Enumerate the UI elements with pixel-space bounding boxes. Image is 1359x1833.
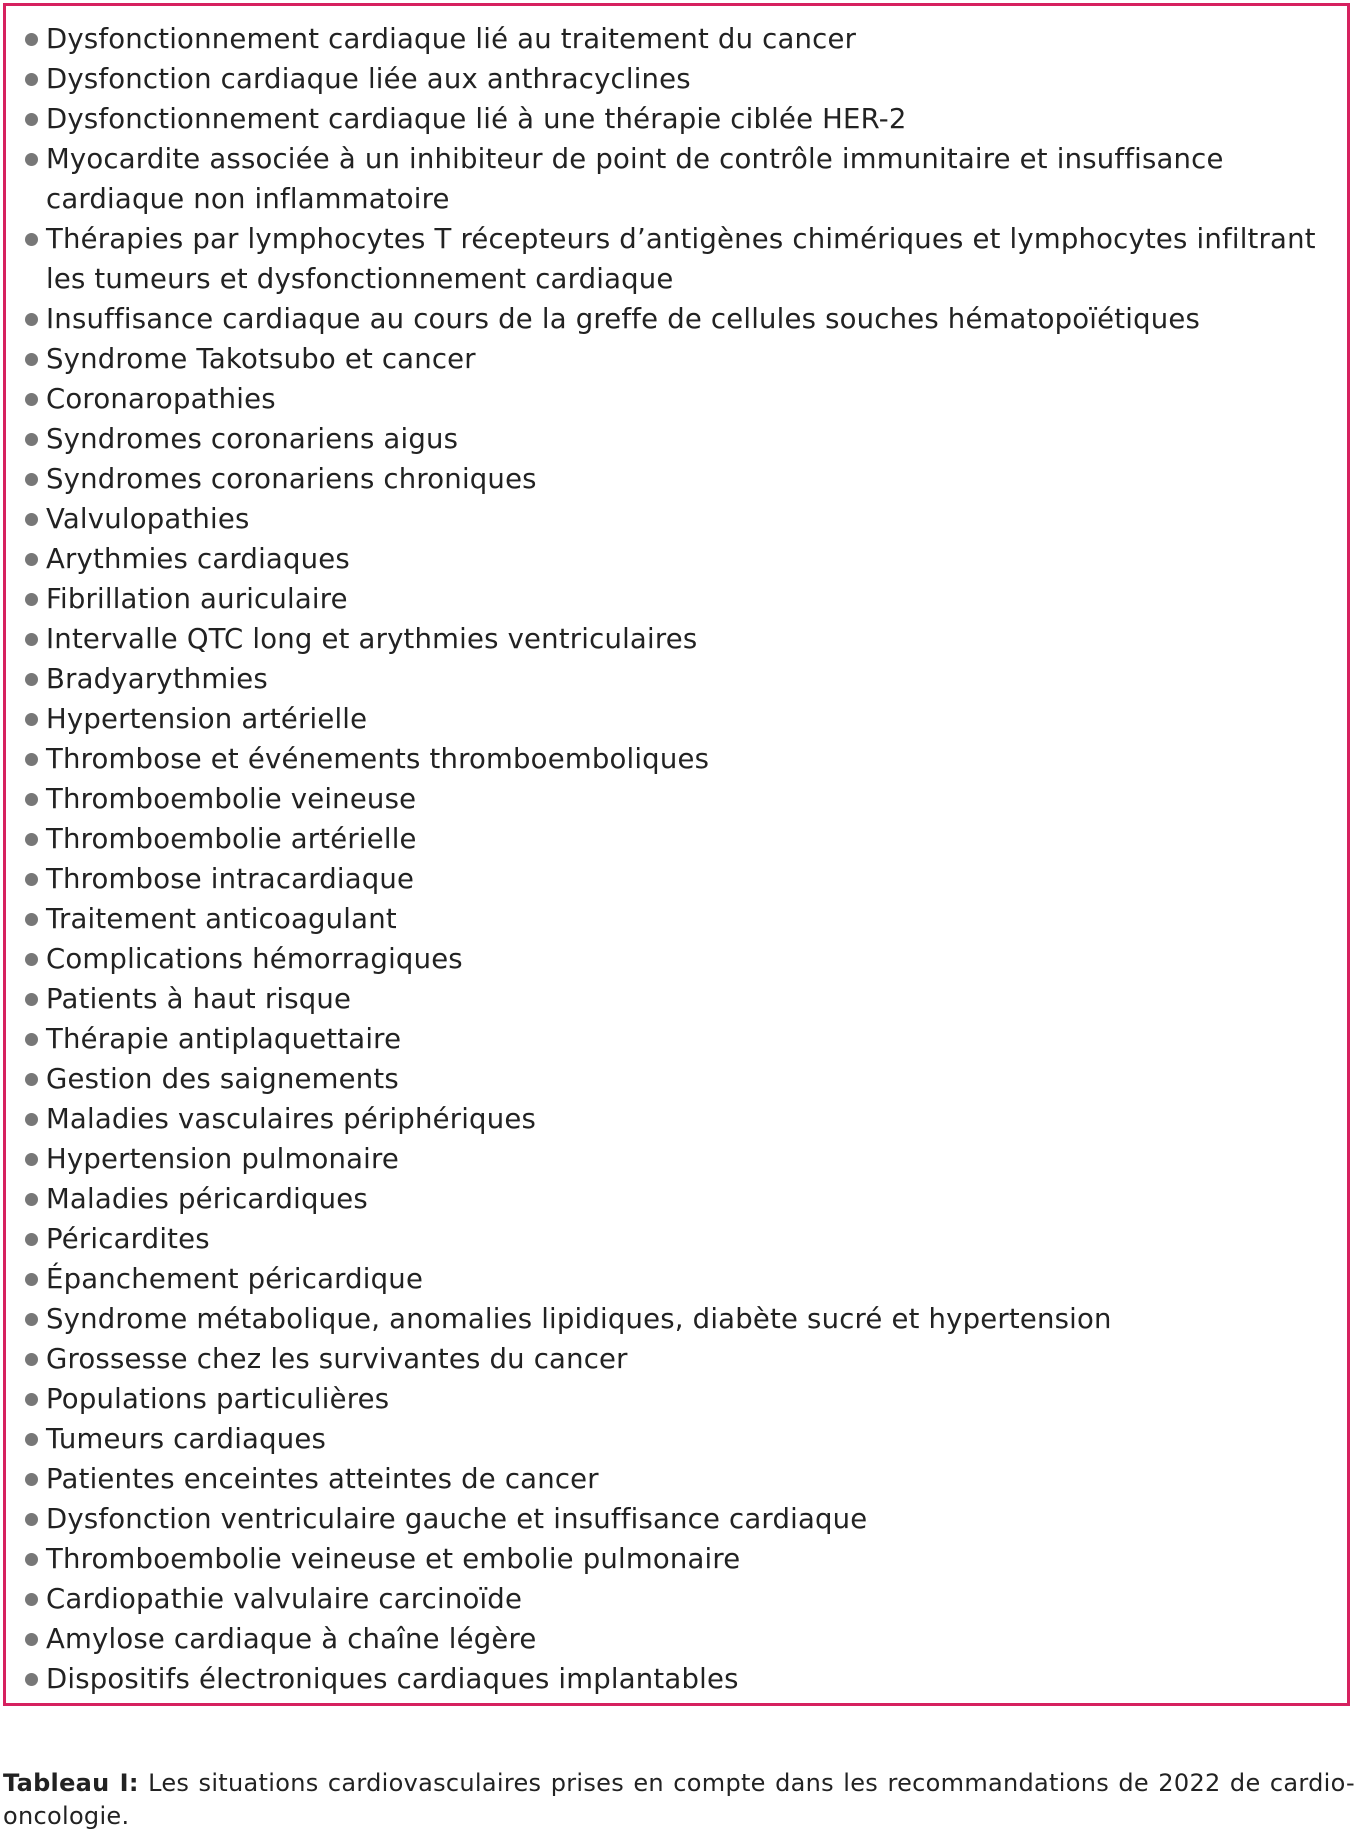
bullet-icon: [25, 1633, 38, 1646]
list-item: [6, 459, 1347, 499]
list-item-label: Maladies péricardiques: [46, 1183, 368, 1215]
bullet-icon: [25, 1433, 38, 1446]
list-item-label: Dysfonction ventriculaire gauche et insuffisance cardiaque: [46, 1503, 868, 1535]
bullet-icon: [25, 1193, 38, 1206]
list-item: [6, 1419, 1347, 1459]
list-item: [6, 779, 1347, 819]
list-item-label: Fibrillation auriculaire: [46, 583, 348, 615]
bullet-icon: [25, 433, 38, 446]
list-item-label: Thérapies par lymphocytes T récepteurs d’antigènes chimériques et lymphocytes infiltrant les tumeurs et dysfonctionnement cardiaque: [46, 223, 1316, 295]
list-item: [6, 1299, 1347, 1339]
bullet-icon: [25, 1553, 38, 1566]
bullet-icon: [25, 833, 38, 846]
list-item: [6, 1579, 1347, 1619]
conditions-table: [3, 3, 1350, 1706]
list-item-label: Péricardites: [46, 1223, 210, 1255]
bullet-icon: [25, 673, 38, 686]
list-item-label: Tumeurs cardiaques: [46, 1423, 327, 1455]
bullet-icon: [25, 953, 38, 966]
bullet-icon: [25, 1513, 38, 1526]
list-item: [6, 1019, 1347, 1059]
list-item: [6, 1539, 1347, 1579]
list-item-label: Valvulopathies: [46, 503, 250, 535]
list-item: [6, 1499, 1347, 1539]
list-item: [6, 1619, 1347, 1659]
list-item: [6, 859, 1347, 899]
list-item: [6, 619, 1347, 659]
list-item-label: Grossesse chez les survivantes du cancer: [46, 1343, 628, 1375]
list-item-label: Hypertension artérielle: [46, 703, 368, 735]
bullet-icon: [25, 913, 38, 926]
list-item-label: Populations particulières: [46, 1383, 390, 1415]
bullet-icon: [25, 1033, 38, 1046]
list-item: [6, 539, 1347, 579]
list-item: [6, 739, 1347, 779]
list-item: [6, 1099, 1347, 1139]
bullet-icon: [25, 1353, 38, 1366]
list-item-label: Dispositifs électroniques cardiaques implantables: [46, 1663, 739, 1695]
list-item: [6, 819, 1347, 859]
bullet-icon: [25, 113, 38, 126]
bullet-icon: [25, 1273, 38, 1286]
bullet-icon: [25, 153, 38, 166]
list-item: [6, 379, 1347, 419]
list-item-label: Complications hémorragiques: [46, 943, 463, 975]
list-item-label: Intervalle QTC long et arythmies ventriculaires: [46, 623, 698, 655]
list-item-label: Thromboembolie veineuse: [46, 783, 417, 815]
list-item: [6, 19, 1347, 59]
bullet-icon: [25, 713, 38, 726]
bullet-icon: [25, 1313, 38, 1326]
list-item-label: Patientes enceintes atteintes de cancer: [46, 1463, 599, 1495]
list-item-label: Insuffisance cardiaque au cours de la greffe de cellules souches hématopoïétiques: [46, 303, 1200, 335]
list-item-label: Traitement anticoagulant: [46, 903, 397, 935]
bullet-icon: [25, 1593, 38, 1606]
bullet-icon: [25, 313, 38, 326]
list-item-label: Syndrome métabolique, anomalies lipidiques, diabète sucré et hypertension: [46, 1303, 1112, 1335]
bullet-icon: [25, 873, 38, 886]
list-item-label: Dysfonction cardiaque liée aux anthracyclines: [46, 63, 691, 95]
list-item-label: Dysfonctionnement cardiaque lié au traitement du cancer: [46, 23, 857, 55]
list-item: [6, 1379, 1347, 1419]
list-item: [6, 579, 1347, 619]
list-item-label: Thérapie antiplaquettaire: [46, 1023, 402, 1055]
list-item-label: Coronaropathies: [46, 383, 276, 415]
bullet-icon: [25, 553, 38, 566]
bullet-icon: [25, 793, 38, 806]
list-item: [6, 1659, 1347, 1699]
list-item: [6, 979, 1347, 1019]
caption-label: Tableau I:: [3, 1769, 139, 1797]
bullet-icon: [25, 393, 38, 406]
list-item: [6, 1179, 1347, 1219]
bullet-icon: [25, 73, 38, 86]
list-item: [6, 219, 1347, 299]
list-item: [6, 939, 1347, 979]
list-item-label: Syndrome Takotsubo et cancer: [46, 343, 476, 375]
bullet-icon: [25, 633, 38, 646]
list-item-label: Thrombose et événements thromboemboliques: [46, 743, 710, 775]
list-item: [6, 139, 1347, 219]
bullet-icon: [25, 1153, 38, 1166]
list-item-label: Thrombose intracardiaque: [46, 863, 415, 895]
conditions-list: [6, 19, 1347, 1699]
list-item-label: Arythmies cardiaques: [46, 543, 350, 575]
list-item-label: Thromboembolie artérielle: [46, 823, 417, 855]
bullet-icon: [25, 1673, 38, 1686]
list-item-label: Patients à haut risque: [46, 983, 352, 1015]
list-item-label: Amylose cardiaque à chaîne légère: [46, 1623, 537, 1655]
table-caption: [3, 1767, 1355, 1833]
bullet-icon: [25, 353, 38, 366]
bullet-icon: [25, 1233, 38, 1246]
list-item-label: Épanchement péricardique: [46, 1263, 424, 1295]
bullet-icon: [25, 473, 38, 486]
list-item-label: Dysfonctionnement cardiaque lié à une thérapie ciblée HER-2: [46, 103, 907, 135]
list-item: [6, 419, 1347, 459]
list-item: [6, 659, 1347, 699]
list-item-label: Thromboembolie veineuse et embolie pulmonaire: [46, 1543, 741, 1575]
list-item: [6, 499, 1347, 539]
list-item-label: Cardiopathie valvulaire carcinoïde: [46, 1583, 523, 1615]
list-item-label: Bradyarythmies: [46, 663, 268, 695]
list-item-label: Gestion des saignements: [46, 1063, 399, 1095]
list-item-label: Syndromes coronariens chroniques: [46, 463, 537, 495]
list-item: [6, 59, 1347, 99]
bullet-icon: [25, 513, 38, 526]
list-item: [6, 99, 1347, 139]
bullet-icon: [25, 1393, 38, 1406]
list-item-label: Syndromes coronariens aigus: [46, 423, 459, 455]
list-item: [6, 339, 1347, 379]
bullet-icon: [25, 593, 38, 606]
list-item: [6, 899, 1347, 939]
bullet-icon: [25, 33, 38, 46]
list-item-label: Maladies vasculaires périphériques: [46, 1103, 536, 1135]
bullet-icon: [25, 1073, 38, 1086]
bullet-icon: [25, 1113, 38, 1126]
list-item: [6, 299, 1347, 339]
list-item: [6, 1339, 1347, 1379]
list-item: [6, 1219, 1347, 1259]
caption-text: Les situations cardiovasculaires prises en compte dans les recommandations de 2022 de cardio-oncologie.: [3, 1769, 1355, 1830]
list-item: [6, 1059, 1347, 1099]
list-item: [6, 699, 1347, 739]
bullet-icon: [25, 233, 38, 246]
list-item: [6, 1139, 1347, 1179]
bullet-icon: [25, 753, 38, 766]
list-item-label: Hypertension pulmonaire: [46, 1143, 400, 1175]
bullet-icon: [25, 1473, 38, 1486]
list-item: [6, 1459, 1347, 1499]
bullet-icon: [25, 993, 38, 1006]
list-item: [6, 1259, 1347, 1299]
list-item-label: Myocardite associée à un inhibiteur de point de contrôle immunitaire et insuffisance cardiaque non inflammatoire: [46, 143, 1224, 215]
